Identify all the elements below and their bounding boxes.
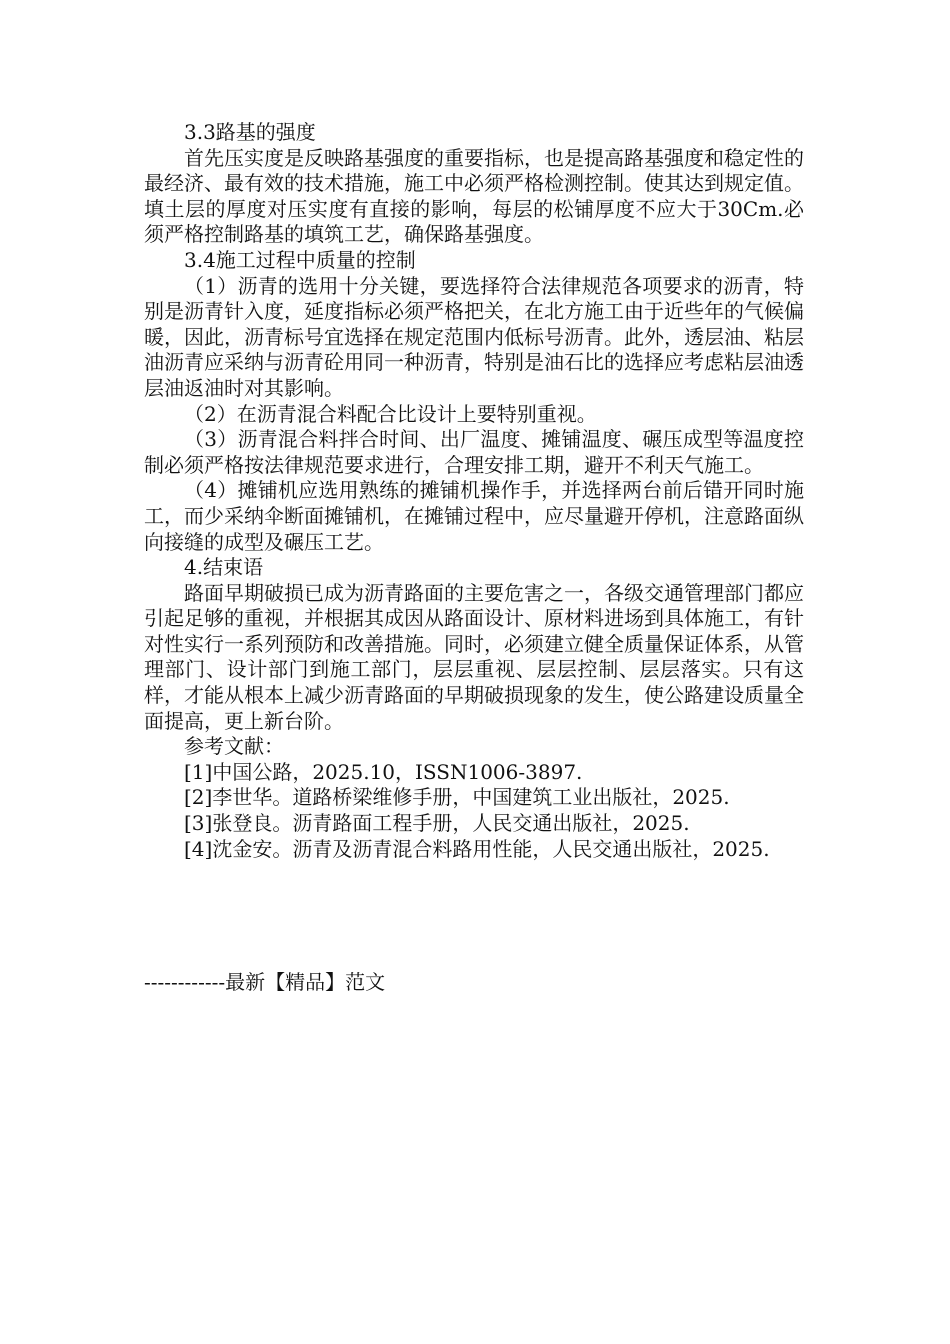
paragraph-item-1: （1）沥青的选用十分关键，要选择符合法律规范各项要求的沥青，特别是沥青针入度，延度指标必须严格把关，在北方施工由于近些年的气候偏暖，因此，沥青标号宜选择在规定范围内低标号沥青。此外，透层油、粘层油沥青应采纳与沥青砼用同一种沥青，特别是油石比的选择应考虑粘层油透层油返油时对其影响。 [144,273,804,400]
paragraph-conclusion: 路面早期破损已成为沥青路面的主要危害之一，各级交通管理部门都应引起足够的重视，并根据其成因从路面设计、原材料进场到具体施工，有针对性实行一系列预防和改善措施。同时，必须建立健全质量保证体系，从管理部门、设计部门到施工部门，层层重视、层层控制、层层落实。只有这样，才能从根本上减少沥青路面的早期破损现象的发生，使公路建设质量全面提高，更上新台阶。 [144,580,804,733]
document-body [144,120,804,862]
paragraph-item-2: （2）在沥青混合料配合比设计上要特别重视。 [184,401,597,426]
references-heading: 参考文献： [184,734,284,759]
paragraph-item-3: （3）沥青混合料拌合时间、出厂温度、摊铺温度、碾压成型等温度控制必须严格按法律规范要求进行，合理安排工期，避开不利天气施工。 [144,427,804,477]
reference-item-1: [1]中国公路，2025.10，ISSN1006-3897. [184,759,583,784]
section-heading-3-4: 3.4施工过程中质量的控制 [184,247,416,272]
paragraph-item-4: （4）摊铺机应选用熟练的摊铺机操作手，并选择两台前后错开同时施工，而少采纳伞断面摊铺机，在摊铺过程中，应尽量避开停机，注意路面纵向接缝的成型及碾压工艺。 [144,478,804,554]
section-heading-4: 4.结束语 [184,555,264,580]
reference-item-3: [3]张登良。沥青路面工程手册，人民交通出版社，2025. [184,811,690,836]
reference-item-4: [4]沈金安。沥青及沥青混合料路用性能，人民交通出版社，2025. [184,836,770,861]
footer-text: ------------最新【精品】范文 [144,970,386,994]
reference-item-2: [2]李世华。道路桥梁维修手册，中国建筑工业出版社，2025. [184,785,730,810]
section-heading-3-3: 3.3路基的强度 [184,120,316,144]
paragraph-subgrade-strength: 首先压实度是反映路基强度的重要指标，也是提高路基强度和稳定性的最经济、最有效的技术措施，施工中必须严格检测控制。使其达到规定值。填土层的厚度对压实度有直接的影响，每层的松铺厚度不应大于30Cm.必须严格控制路基的填筑工艺，确保路基强度。 [144,145,804,247]
